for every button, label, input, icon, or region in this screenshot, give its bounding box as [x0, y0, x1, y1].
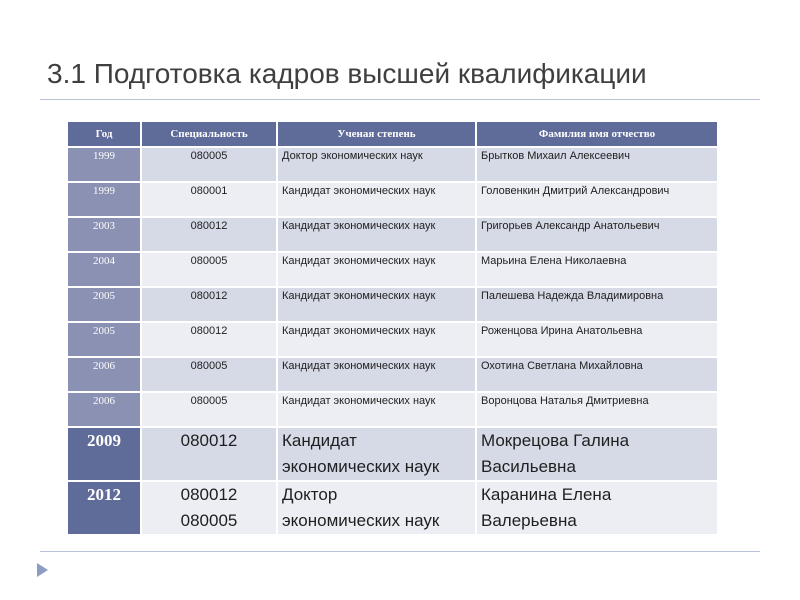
- table-row: [68, 393, 717, 426]
- cell-full-name: [477, 148, 717, 181]
- cell-specialty: [142, 428, 276, 480]
- cell-text-line: 080012: [180, 485, 238, 504]
- cell-text-line: Кандидат экономических наук: [282, 220, 436, 232]
- cell-text-line: Кандидат экономических наук: [282, 185, 436, 197]
- cell-degree: [278, 393, 475, 426]
- cell-text-line: Кандидат экономических наук: [282, 325, 436, 337]
- cell-specialty: [142, 183, 276, 216]
- cell-text-line: Роженцова Ирина Анатольевна: [481, 325, 643, 337]
- cell-specialty: [142, 218, 276, 251]
- column-header-year: Год: [68, 122, 140, 146]
- cell-text-line: Григорьев Александр Анатольевич: [481, 220, 660, 232]
- cell-full-name: [477, 323, 717, 356]
- table-row: [68, 183, 717, 216]
- cell-degree: [278, 323, 475, 356]
- column-header-specialty: Специальность: [142, 122, 276, 146]
- cell-text-line: 080005: [190, 255, 228, 267]
- cell-specialty: [142, 358, 276, 391]
- cell-full-name: [477, 393, 717, 426]
- cell-full-name: [477, 482, 717, 534]
- triangle-right-icon: [37, 563, 48, 577]
- cell-specialty: [142, 393, 276, 426]
- cell-degree: [278, 218, 475, 251]
- table-row: [68, 288, 717, 321]
- cell-text-line: Палешева Надежда Владимировна: [481, 290, 664, 302]
- table-row: [68, 428, 717, 480]
- cell-text-line: Брытков Михаил Алексеевич: [481, 150, 630, 162]
- cell-text-line: Кандидат экономических наук: [282, 360, 436, 372]
- table-row: [68, 482, 717, 534]
- cell-text-line: 080012: [190, 220, 228, 232]
- cell-year: 2005: [68, 288, 140, 321]
- cell-text-line: Марьина Елена Николаевна: [481, 255, 627, 267]
- cell-text-line: Воронцова Наталья Дмитриевна: [481, 395, 649, 407]
- cell-year: 2006: [68, 358, 140, 391]
- cell-text-line: 080005: [190, 395, 228, 407]
- cell-specialty: [142, 148, 276, 181]
- cell-full-name: [477, 253, 717, 286]
- cell-text-line: 080012: [190, 325, 228, 337]
- cell-full-name: [477, 183, 717, 216]
- cell-text-line: Кандидат экономических наук: [282, 395, 436, 407]
- cell-text-line: экономических наук: [282, 511, 440, 530]
- cell-text-line: Доктор экономических наук: [282, 150, 423, 162]
- cell-text-line: 080001: [190, 185, 228, 197]
- cell-year: 2005: [68, 323, 140, 356]
- cell-text-line: экономических наук: [282, 457, 440, 476]
- cell-year: 2004: [68, 253, 140, 286]
- cell-full-name: [477, 428, 717, 480]
- cell-year: 1999: [68, 183, 140, 216]
- cell-text-line: Головенкин Дмитрий Александрович: [481, 185, 670, 197]
- cell-text-line: Доктор: [282, 485, 338, 504]
- cell-year: 2009: [68, 428, 140, 480]
- cell-text-line: 080005: [190, 150, 228, 162]
- slide-title: 3.1 Подготовка кадров высшей квалификации: [47, 58, 647, 89]
- table-row: [68, 358, 717, 391]
- table-row: [68, 218, 717, 251]
- cell-text-line: 080005: [190, 360, 228, 372]
- cell-text-line: Охотина Светлана Михайловна: [481, 360, 643, 372]
- cell-text-line: 080005: [180, 511, 238, 530]
- cell-text-line: Васильевна: [481, 457, 576, 476]
- table-row: [68, 253, 717, 286]
- cell-degree: [278, 358, 475, 391]
- cell-degree: [278, 288, 475, 321]
- cell-text-line: Кандидат экономических наук: [282, 290, 436, 302]
- cell-specialty: [142, 323, 276, 356]
- cell-degree: [278, 428, 475, 480]
- cell-degree: [278, 482, 475, 534]
- cell-text-line: Каранина Елена: [481, 485, 612, 504]
- cell-year: 2012: [68, 482, 140, 534]
- cell-text-line: Валерьевна: [481, 511, 577, 530]
- cell-full-name: [477, 218, 717, 251]
- cell-degree: [278, 253, 475, 286]
- cell-year: 2006: [68, 393, 140, 426]
- column-header-full-name: Фамилия имя отчество: [477, 122, 717, 146]
- cell-text-line: 080012: [180, 431, 238, 450]
- footer-divider: [40, 551, 760, 552]
- cell-degree: [278, 148, 475, 181]
- cell-text-line: Мокрецова Галина: [481, 431, 630, 450]
- table-row: [68, 323, 717, 356]
- column-header-degree: Ученая степень: [278, 122, 475, 146]
- table-header-row: [68, 122, 717, 146]
- table-row: [68, 148, 717, 181]
- cell-text-line: Кандидат: [282, 431, 357, 450]
- cell-full-name: [477, 288, 717, 321]
- cell-full-name: [477, 358, 717, 391]
- staff-table: [66, 120, 719, 536]
- cell-text-line: 080012: [190, 290, 228, 302]
- cell-specialty: [142, 288, 276, 321]
- title-divider: [40, 99, 760, 100]
- cell-specialty: [142, 482, 276, 534]
- cell-year: 1999: [68, 148, 140, 181]
- cell-specialty: [142, 253, 276, 286]
- cell-text-line: Кандидат экономических наук: [282, 255, 436, 267]
- cell-degree: [278, 183, 475, 216]
- cell-year: 2003: [68, 218, 140, 251]
